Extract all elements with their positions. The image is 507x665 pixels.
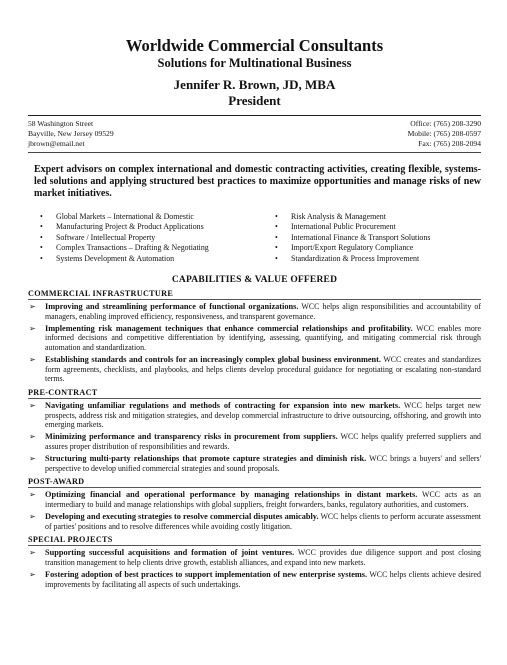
arrow-bullet-icon: ➢ — [29, 432, 36, 442]
bullet-icon: • — [40, 253, 43, 263]
capability-item — [28, 355, 481, 384]
company-tagline: Solutions for Multinational Business — [157, 56, 352, 70]
bullet-icon: • — [40, 243, 43, 253]
bullet-icon: • — [40, 212, 43, 221]
person-name: Jennifer R. Brown, JD, MBA — [173, 77, 336, 92]
bullet-icon: • — [275, 253, 278, 263]
arrow-bullet-icon: ➢ — [29, 512, 36, 522]
skill-item — [275, 212, 430, 222]
item-lead: Fostering adoption of best practices to support implementation of new enterprise systems. — [45, 570, 368, 580]
skill-label: International Public Procurement — [291, 222, 396, 232]
company-name: Worldwide Commercial Consultants — [125, 36, 384, 55]
capability-item — [28, 570, 481, 589]
section-title: COMMERCIAL INFRASTRUCTURE — [28, 289, 174, 299]
skill-item — [40, 243, 275, 253]
skill-item — [40, 233, 275, 243]
skill-label: Complex Transactions – Drafting & Negotiating — [56, 243, 209, 253]
item-lead: Implementing risk management techniques that enhance commercial relationships and profitability. — [45, 323, 413, 333]
skill-item — [275, 243, 430, 253]
arrow-bullet-icon: ➢ — [29, 302, 36, 312]
fax-number: Fax: (765) 208-2094 — [418, 139, 481, 148]
item-text: WCC acts as an intermediary to build and manage relationships with global suppliers, freight forwarders, banks, regulatory authorities, and customers. — [45, 490, 481, 509]
skill-item — [40, 222, 275, 232]
skill-item — [275, 222, 430, 232]
summary-statement: Expert advisors on complex international and domestic contracting activities, creating flexible, systems-led solutions and applying structured best practices to maximize opportunities and manage risks of new market initiatives. — [34, 164, 481, 199]
section-divider — [28, 487, 481, 488]
person-role: President — [228, 93, 281, 108]
arrow-bullet-icon: ➢ — [29, 454, 36, 464]
contact-block — [28, 119, 481, 149]
arrow-bullet-icon: ➢ — [29, 548, 36, 558]
item-text: WCC brings a buyers' and sellers' perspective to develop unified commercial strategies and sound proposals. — [45, 454, 482, 473]
skills-list — [28, 212, 481, 264]
section-title: SPECIAL PROJECTS — [28, 535, 113, 545]
skill-item — [275, 233, 430, 243]
item-lead: Minimizing performance and transparency risks in procurement from suppliers. — [45, 432, 338, 442]
item-lead: Improving and streamlining performance of functional organizations. — [45, 302, 299, 312]
header-divider — [28, 115, 481, 116]
skill-label: Standardization & Process Improvement — [291, 253, 420, 263]
section-title: POST-AWARD — [28, 477, 85, 487]
capability-section — [28, 288, 481, 384]
arrow-bullet-icon: ➢ — [29, 570, 36, 580]
skill-item — [275, 254, 430, 264]
skill-label: Systems Development & Automation — [56, 253, 175, 263]
bullet-icon: • — [40, 222, 43, 232]
bullet-icon: • — [275, 243, 278, 253]
capability-item — [28, 548, 481, 567]
item-text: WCC helps target new prospects, address risk and mitigation strategies, and develop commercial infrastructure to drive outsourcing, offshoring, and growth into emerging markets. — [45, 400, 481, 430]
address-block — [28, 119, 114, 149]
item-lead: Structuring multi-party relationships that promote capture strategies and diminish risk. — [45, 454, 367, 464]
capability-item — [28, 490, 481, 509]
section-divider — [28, 545, 481, 546]
item-text: WCC helps clients achieve desired improvements by facilitating all aspects of such undertakings. — [45, 570, 481, 589]
capabilities-heading: CAPABILITIES & VALUE OFFERED — [171, 275, 338, 286]
arrow-bullet-icon: ➢ — [29, 400, 36, 410]
item-text: WCC enables more informed decisions and competitive differentiation by identifying, assessing, quantifying, and mitigating commercial risk through automation and standardization. — [45, 323, 482, 352]
item-lead: Optimizing financial and operational performance by managing relationships in distant markets. — [45, 490, 418, 500]
capability-item — [28, 324, 481, 353]
office-phone: Office: (765) 208-3290 — [410, 119, 481, 128]
skill-label: Manufacturing Project & Product Applications — [56, 222, 204, 232]
email-address[interactable]: jbrown@email.net — [28, 139, 85, 148]
arrow-bullet-icon: ➢ — [29, 490, 36, 500]
phone-block — [408, 119, 481, 149]
bullet-icon: • — [275, 222, 278, 232]
skill-label: Global Markets – International & Domestic — [56, 212, 194, 221]
skill-label: Risk Analysis & Management — [291, 212, 386, 221]
skill-label: International Finance & Transport Solutions — [291, 232, 431, 242]
header — [28, 0, 481, 109]
bullet-icon: • — [275, 212, 278, 221]
skills-column-left — [40, 212, 275, 264]
section-divider — [28, 398, 481, 399]
capability-item — [28, 401, 481, 430]
capability-section — [28, 534, 481, 589]
contact-divider — [28, 152, 481, 153]
skill-item — [40, 254, 275, 264]
street-address: 58 Washington Street — [28, 119, 94, 128]
capability-section — [28, 387, 481, 473]
city-state-zip: Bayville, New Jersey 09529 — [28, 129, 114, 138]
item-text: WCC helps align responsibilities and accountability of managers, enabling improved efficiency, responsiveness, and transparent governance. — [45, 302, 482, 321]
item-lead: Developing and executing strategies to resolve commercial disputes amicably. — [45, 512, 319, 522]
item-lead: Navigating unfamiliar regulations and methods of contracting for expansion into new markets. — [45, 400, 401, 410]
arrow-bullet-icon: ➢ — [29, 323, 36, 333]
section-title: PRE-CONTRACT — [28, 387, 98, 397]
capability-item — [28, 302, 481, 321]
section-divider — [28, 299, 481, 300]
skills-column-right — [275, 212, 430, 264]
skill-item — [40, 212, 275, 222]
capability-item — [28, 512, 481, 531]
capabilities-sections — [28, 288, 481, 589]
arrow-bullet-icon: ➢ — [29, 355, 36, 365]
capability-section — [28, 476, 481, 531]
item-text: WCC helps qualify preferred suppliers and assures proper distribution of responsibilities and rewards. — [45, 432, 481, 451]
capability-item — [28, 454, 481, 473]
item-text: WCC provides due diligence support and post closing transition management to help clients drive growth, establish alliances, and expand into new markets. — [45, 548, 481, 567]
skill-label: Software / Intellectual Property — [56, 232, 156, 242]
mobile-phone: Mobile: (765) 208-0597 — [407, 129, 481, 138]
item-text: WCC creates and standardizes form agreements, checklists, and playbooks, and helps clients develop procedural guidance for negotiating or escalating non-standard terms. — [45, 355, 481, 384]
bullet-icon: • — [275, 232, 278, 242]
item-lead: Supporting successful acquisitions and formation of joint ventures. — [45, 548, 295, 558]
item-text: WCC helps clients to perform accurate assessment of parties' positions and to resolve differences while avoiding costly litigation. — [45, 512, 481, 531]
item-lead: Establishing standards and controls for an increasingly complex global business environment. — [45, 355, 382, 365]
bullet-icon: • — [40, 232, 43, 242]
capability-item — [28, 432, 481, 451]
skill-label: Import/Export Regulatory Compliance — [291, 243, 414, 253]
